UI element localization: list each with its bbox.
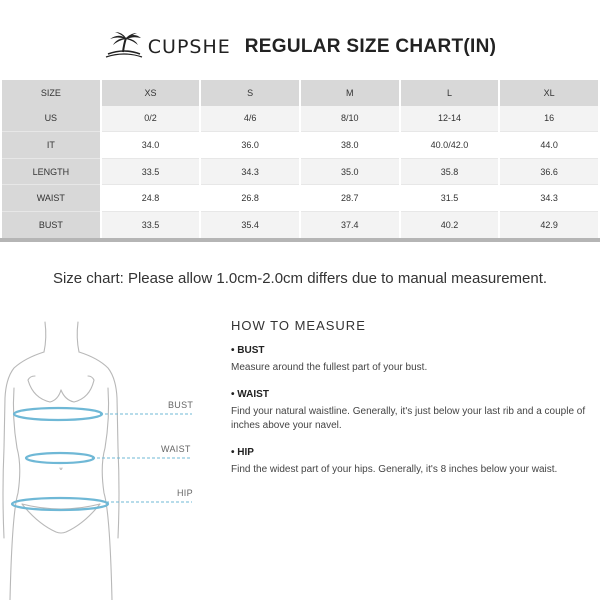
row-label: US — [2, 106, 100, 133]
bust-label: BUST — [168, 400, 194, 410]
table-row — [2, 212, 598, 239]
table-cell: 40.2 — [401, 212, 499, 239]
column-header: S — [201, 80, 299, 106]
table-cell: 16 — [500, 106, 598, 133]
item-title: • WAIST — [231, 389, 269, 400]
row-label: WAIST — [2, 185, 100, 212]
table-cell: 42.9 — [500, 212, 598, 239]
table-row — [2, 106, 598, 133]
row-label: IT — [2, 132, 100, 159]
table-row — [2, 132, 598, 159]
table-cell: 40.0/42.0 — [401, 132, 499, 159]
measure-item-bust — [231, 345, 596, 375]
table-cell: 37.4 — [301, 212, 399, 239]
table-row — [2, 159, 598, 186]
item-description: Find your natural waistline. Generally, it's just below your last rib and a couple of inches above your navel. — [231, 406, 586, 431]
size-table-container — [0, 80, 600, 244]
table-cell: 8/10 — [301, 106, 399, 133]
column-header: M — [301, 80, 399, 106]
table-cell: 24.8 — [102, 185, 200, 212]
table-cell: 26.8 — [201, 185, 299, 212]
table-cell: 34.3 — [201, 159, 299, 186]
table-cell: 4/6 — [201, 106, 299, 133]
row-label: LENGTH — [2, 159, 100, 186]
table-cell: 12-14 — [401, 106, 499, 133]
table-cell: 35.8 — [401, 159, 499, 186]
table-cell: 35.4 — [201, 212, 299, 239]
column-header: XS — [102, 80, 200, 106]
brand-logo — [104, 30, 231, 65]
body-outline-illustration — [0, 318, 210, 600]
item-description: Measure around the fullest part of your bust. — [231, 362, 428, 373]
measurement-note: Size chart: Please allow 1.0cm-2.0cm differs due to manual measurement. — [52, 270, 548, 287]
page-title: REGULAR SIZE CHART(IN) — [244, 36, 497, 57]
item-title: • HIP — [231, 447, 254, 458]
table-cell: 36.0 — [201, 132, 299, 159]
brand-name: CUPSHE — [147, 36, 231, 58]
row-label: BUST — [2, 212, 100, 239]
size-table — [0, 80, 600, 239]
table-cell: 34.3 — [500, 185, 598, 212]
table-bottom-divider — [0, 238, 600, 242]
column-header: SIZE — [2, 80, 100, 106]
header — [0, 30, 600, 64]
column-header: XL — [500, 80, 598, 106]
section-heading: HOW TO MEASURE — [231, 318, 366, 333]
how-to-measure-section — [231, 318, 596, 491]
table-cell: 35.0 — [301, 159, 399, 186]
table-row — [2, 185, 598, 212]
waist-label: WAIST — [161, 444, 191, 454]
column-header: L — [401, 80, 499, 106]
table-cell: 38.0 — [301, 132, 399, 159]
palm-tree-icon — [104, 30, 144, 65]
table-cell: 34.0 — [102, 132, 200, 159]
table-cell: 44.0 — [500, 132, 598, 159]
table-cell: 31.5 — [401, 185, 499, 212]
body-measurement-figure — [0, 318, 210, 600]
table-cell: 28.7 — [301, 185, 399, 212]
table-cell: 33.5 — [102, 159, 200, 186]
item-description: Find the widest part of your hips. Generally, it's 8 inches below your waist. — [231, 464, 558, 475]
measure-item-waist — [231, 389, 596, 433]
measure-item-hip — [231, 447, 596, 477]
table-header-row — [2, 80, 598, 106]
table-cell: 0/2 — [102, 106, 200, 133]
table-cell: 36.6 — [500, 159, 598, 186]
hip-label: HIP — [177, 488, 193, 498]
item-title: • BUST — [231, 345, 265, 356]
table-cell: 33.5 — [102, 212, 200, 239]
